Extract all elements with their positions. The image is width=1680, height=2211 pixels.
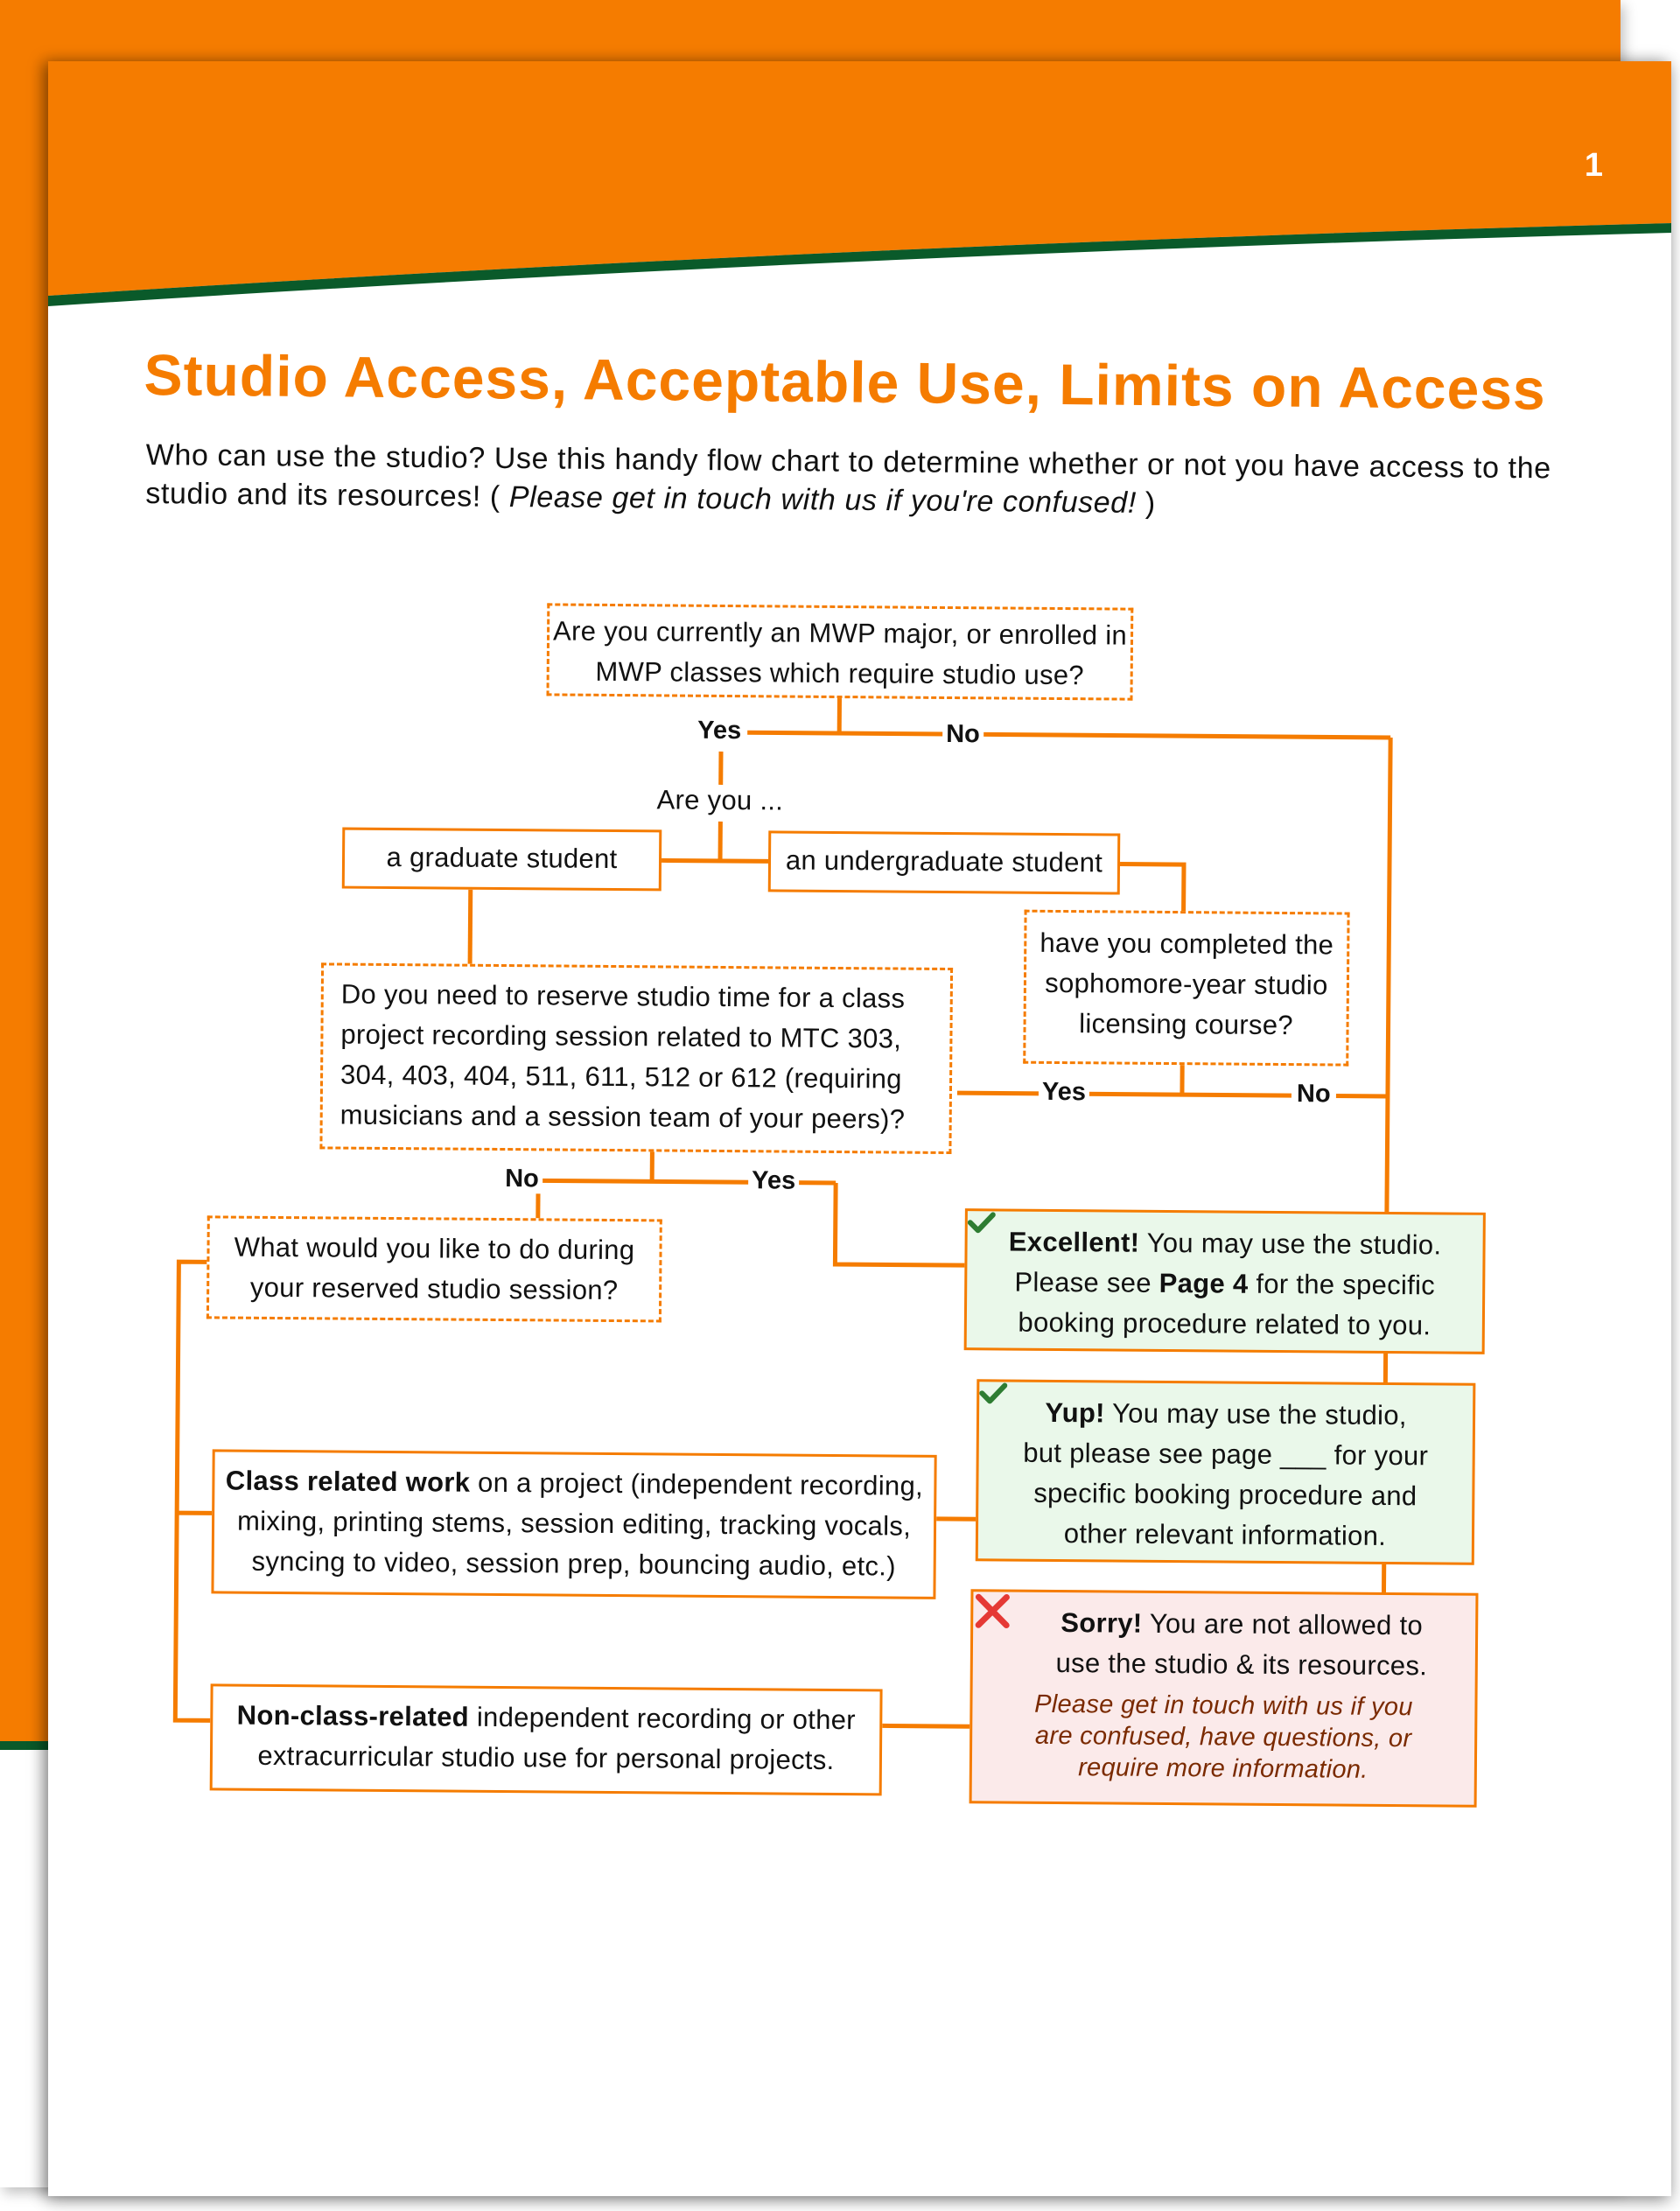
result-yup: Yup! You may use the studio, but please see page ___ for your specific booking procedure and other relevant information. [976,1379,1476,1564]
result-sorry: Sorry! You are not allowed to use the studio & its resources. Please get in touch with us if you are confused, have questions, or require more information. [970,1589,1479,1808]
graduate-student-box: a graduate student [342,828,662,892]
question-mwp-major: Are you currently an MWP major, or enrolled in MWP classes which require studio use? [547,603,1134,700]
are-you-label: Are you ... [656,784,784,816]
course-no-label: No [1292,1080,1336,1109]
question-reserve-studio-time: Do you need to reserve studio time for a class project recording session related to MTC 303, 304, 403, 404, 511, 611, 512 or 612 (requiring musicians and a session team of your peers)? [319,962,953,1154]
page-number: 1 [1584,147,1603,184]
do-left-bracket [175,1262,214,1720]
flowchart [48,61,1671,2196]
question-session-activity: What would you like to do during your reserved studio session? [206,1215,662,1322]
intro-text: Who can use the studio? Use this handy flow chart to determine whether or not you have access to the studio and its resources! ( Please get in touch with us if you're confused! ) [145,437,1551,521]
undergrad-to-course [1120,864,1184,912]
undergraduate-student-box: an undergraduate student [768,830,1121,894]
reserve-yes-to-excellent [835,1183,965,1265]
grad-undergrad-connector [662,860,768,861]
q1-branch [747,732,1390,738]
check-icon [968,1211,996,1234]
reserve-no-label: No [501,1165,542,1193]
reserve-yes-label: Yes [748,1166,799,1195]
nonclass-to-sorry [882,1725,970,1726]
option-class-related-work: Class related work on a project (independent recording, mixing, printing stems, session editing, tracking vocals, syncing to video, session prep, bouncing audio, etc.) [211,1449,936,1599]
q1-no-label: No [942,720,984,749]
front-page [48,61,1671,2196]
q1-yes-label: Yes [697,716,742,745]
course-yes-label: Yes [1039,1078,1089,1107]
grad-to-reserve [470,890,471,964]
page-title: Studio Access, Acceptable Use, Limits on Access [144,341,1547,422]
cross-icon [973,1592,1012,1630]
question-licensing-course: have you completed the sophomore-year studio licensing course? [1023,910,1349,1067]
check-icon [979,1382,1007,1404]
result-excellent: Excellent! You may use the studio. Please see Page 4 for the specific booking procedure related to you. [964,1208,1486,1354]
option-non-class-related: Non-class-related independent recording or other extracurricular studio use for personal projects. [210,1683,883,1795]
